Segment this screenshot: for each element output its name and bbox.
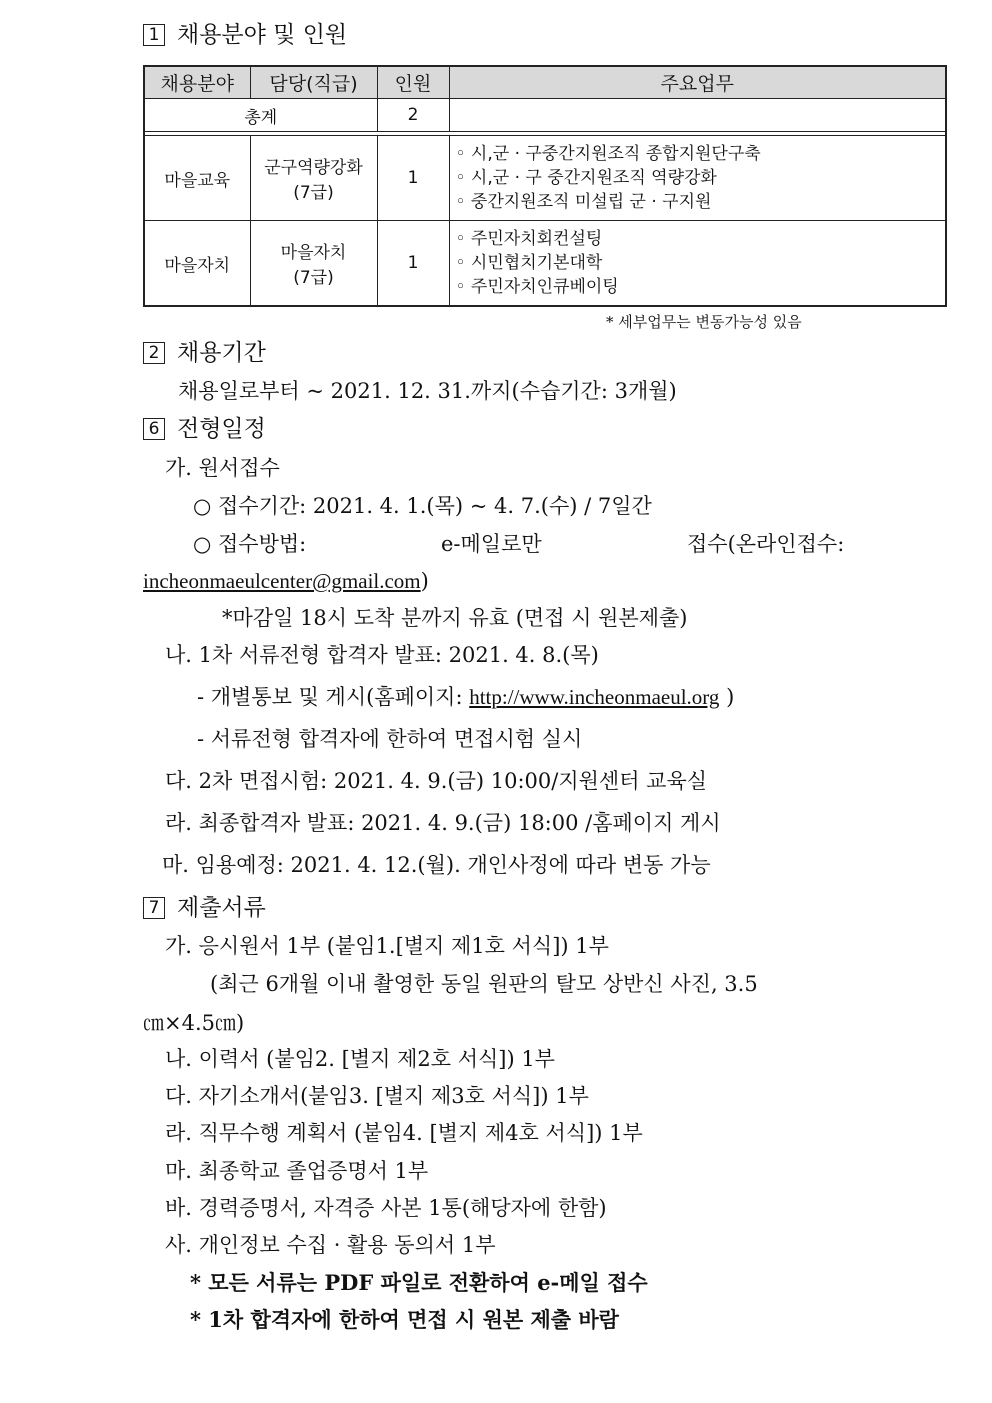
section-title: 채용분야 및 인원: [177, 22, 348, 48]
duty-item: ◦ 중간지원조직 미설립 군 · 구지원: [455, 192, 712, 212]
role-grade: (7급): [293, 268, 334, 288]
document-item: 라. 직무수행 계획서 (붙임4. [별지 제4호 서식]) 1부: [165, 1121, 643, 1145]
second-round-interview: 다. 2차 면접시험: 2021. 4. 9.(금) 10:00/지원센터 교육실: [165, 769, 708, 793]
section-title: 제출서류: [177, 895, 266, 921]
duty-cell: [449, 136, 946, 221]
photo-note: (최근 6개월 이내 촬영한 동일 원판의 탈모 상반신 사진, 3.5: [210, 972, 758, 996]
email-link[interactable]: incheonmaeulcenter@gmail.com: [143, 569, 421, 593]
final-announcement: 라. 최종합격자 발표: 2021. 4. 9.(금) 18:00 /홈페이지 게시: [165, 811, 721, 835]
duty-item: ◦ 시,군 · 구 중간지원조직 역량강화: [455, 168, 717, 188]
first-round-announcement: 나. 1차 서류전형 합격자 발표: 2021. 4. 8.(목): [165, 643, 599, 667]
role-grade: (7급): [293, 183, 334, 203]
header-cell: 채용분야: [144, 66, 250, 99]
section-1-heading: [143, 22, 347, 48]
document-item: 사. 개인정보 수집 · 활용 동의서 1부: [165, 1233, 496, 1257]
notification-close: ): [719, 685, 735, 709]
field-cell: 마을교육: [144, 136, 250, 221]
notification-text: - 개별통보 및 게시(홈페이지:: [197, 685, 470, 709]
role-name: 마을자치: [280, 243, 347, 263]
table-row: [144, 221, 946, 307]
field-cell: 마을자치: [144, 221, 250, 307]
bold-notice: * 1차 합격자에 한하여 면접 시 원본 제출 바람: [190, 1307, 619, 1332]
employment-period: 채용일로부터 ~ 2021. 12. 31.까지(수습기간: 3개월): [178, 379, 677, 403]
duty-item: ◦ 시,군 · 구중간지원조직 종합지원단구축: [455, 144, 761, 164]
section-title: 채용기간: [177, 340, 266, 366]
section-2-heading: [143, 340, 266, 366]
document-item: 바. 경력증명서, 자격증 사본 1통(해당자에 한함): [165, 1196, 607, 1220]
duty-cell: [449, 221, 946, 307]
email-close: ): [420, 569, 429, 593]
header-cell: 담당(직급): [250, 66, 377, 99]
empty-cell: [449, 99, 946, 132]
table-total-row: [144, 99, 946, 132]
count-cell: 1: [377, 221, 449, 307]
header-cell: 인원: [377, 66, 449, 99]
document-item: 나. 이력서 (붙임2. [별지 제2호 서식]) 1부: [165, 1047, 555, 1071]
interview-notice: - 서류전형 합격자에 한하여 면접시험 실시: [197, 727, 583, 751]
header-cell: 주요업무: [449, 66, 946, 99]
section-number-box: 1: [143, 24, 165, 46]
section-title: 전형일정: [177, 416, 266, 442]
method-label: ○ 접수방법:: [193, 532, 307, 556]
duty-item: ◦ 주민자치인큐베이팅: [455, 277, 619, 297]
homepage-link[interactable]: http://www.incheonmaeul.org: [469, 685, 720, 709]
application-email-line: [143, 568, 429, 594]
section-7-heading: [143, 895, 266, 921]
section-number-box: 2: [143, 342, 165, 364]
application-subheading: 가. 원서접수: [165, 456, 280, 480]
total-label: 총계: [144, 99, 377, 132]
photo-note-cont: ㎝×4.5㎝): [143, 1011, 245, 1035]
count-cell: 1: [377, 136, 449, 221]
section-number-box: 6: [143, 418, 165, 440]
application-period: ○ 접수기간: 2021. 4. 1.(목) ~ 4. 7.(수) / 7일간: [193, 494, 652, 518]
appointment-schedule: 마. 임용예정: 2021. 4. 12.(월). 개인사정에 따라 변동 가능: [162, 853, 711, 877]
method-online: 접수(온라인접수:: [687, 532, 845, 556]
table-row: [144, 136, 946, 221]
duty-item: ◦ 주민자치회컨설팅: [455, 229, 603, 249]
role-cell: [250, 221, 377, 307]
notification-line: [197, 684, 734, 710]
section-6-heading: [143, 416, 266, 442]
method-email-only: e-메일로만: [441, 532, 542, 556]
application-method: [193, 531, 853, 557]
table-header-row: [144, 66, 946, 99]
total-count: 2: [377, 99, 449, 132]
duty-item: ◦ 시민협치기본대학: [455, 253, 603, 273]
role-name: 군구역량강화: [264, 158, 363, 178]
document-item: 마. 최종학교 졸업증명서 1부: [165, 1159, 429, 1183]
role-cell: [250, 136, 377, 221]
recruitment-table: [143, 65, 947, 307]
bold-notice: * 모든 서류는 PDF 파일로 전환하여 e-메일 접수: [190, 1270, 648, 1295]
deadline-note: *마감일 18시 도착 분까지 유효 (면접 시 원본제출): [222, 606, 688, 630]
section-number-box: 7: [143, 897, 165, 919]
document-item: 가. 응시원서 1부 (붙임1.[별지 제1호 서식]) 1부: [165, 934, 609, 958]
document-item: 다. 자기소개서(붙임3. [별지 제3호 서식]) 1부: [165, 1084, 589, 1108]
table-note: * 세부업무는 변동가능성 있음: [606, 313, 802, 331]
